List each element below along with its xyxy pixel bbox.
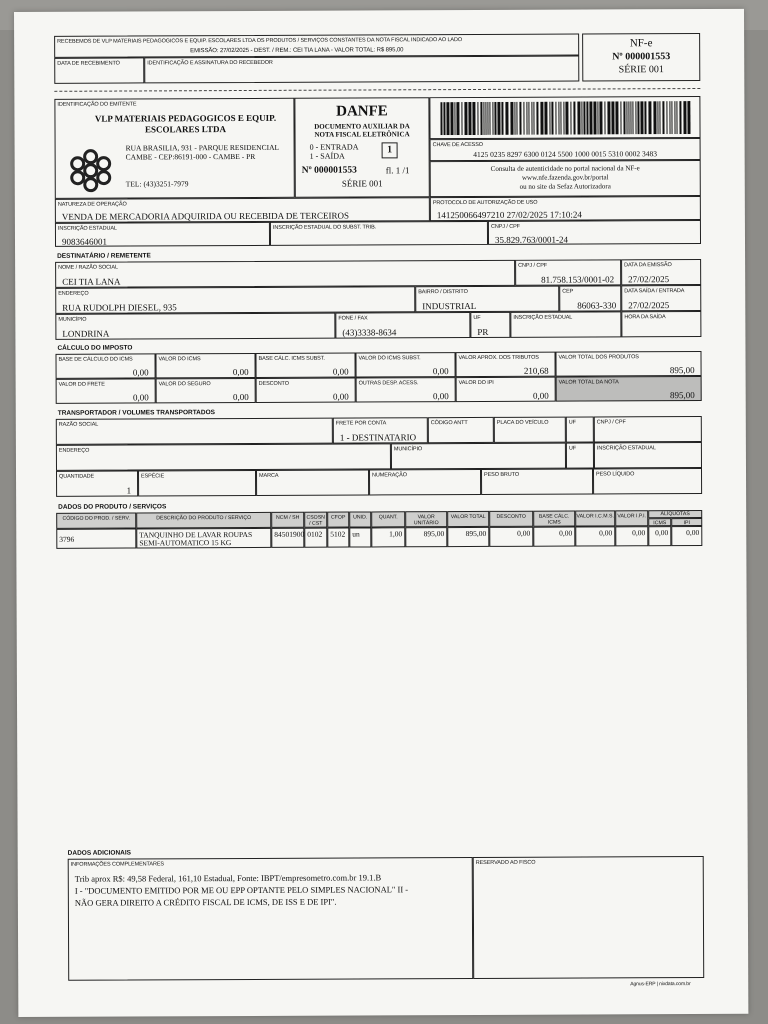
produtos-secao: DADOS DO PRODUTO / SERVIÇOS — [58, 503, 167, 511]
barcode-bar — [577, 102, 580, 135]
danfe-subtitulo: DOCUMENTO AUXILIAR DA NOTA FISCAL ELETRÔNICA — [314, 122, 410, 139]
info-linha1: Trib aprox R$: 49,58 Federal, 161,10 Estadual, Fonte: IBPT/empresometro.com.br 19.1.B — [74, 872, 382, 884]
imposto-valor: 895,00 — [669, 390, 695, 401]
barcode-bar — [464, 102, 467, 135]
barcode-bar — [626, 101, 627, 134]
imposto-label: BASE CÁLC. ICMS SUBST. — [258, 355, 325, 362]
barcode-bar — [640, 101, 643, 134]
dest-cep: 86063-330 — [577, 300, 617, 311]
barcode-bar — [558, 102, 559, 135]
emitente-label: IDENTIFICAÇÃO DO EMITENTE — [57, 101, 137, 108]
canhoto-nfe-box — [582, 33, 700, 82]
produto-cell — [489, 527, 533, 547]
imposto-label: VALOR TOTAL DA NOTA — [558, 379, 619, 386]
barcode-bar — [620, 101, 621, 134]
dest-uf-label: UF — [473, 314, 481, 321]
barcode-bar — [516, 102, 517, 135]
barcode-bar — [669, 101, 670, 134]
imposto-valor: 0,00 — [332, 366, 349, 377]
dest-endereco-label: ENDEREÇO — [58, 290, 89, 297]
danfe-serie: SÉRIE 001 — [341, 178, 383, 189]
produto-cell — [371, 527, 405, 547]
produto-header: QUANT. — [371, 511, 405, 527]
barcode-bar — [563, 102, 564, 135]
transp-ie-label: INSCRIÇÃO ESTADUAL — [596, 445, 656, 452]
produto-cell — [533, 527, 575, 547]
consulta-box — [430, 160, 701, 197]
barcode-bar — [440, 102, 442, 135]
dest-nome-label: NOME / RAZÃO SOCIAL — [58, 264, 118, 271]
barcode-bar — [485, 102, 486, 135]
dest-municipio: LONDRINA — [62, 328, 110, 339]
produto-header: ICMS — [648, 518, 671, 526]
imposto-label: VALOR APROX. DOS TRIBUTOS — [458, 354, 539, 362]
barcode-bar — [607, 101, 610, 134]
barcode-bar — [597, 101, 598, 134]
natureza-label: NATUREZA DE OPERAÇÃO — [57, 201, 127, 208]
produto-cell — [447, 527, 489, 547]
transp-placa-box — [494, 417, 566, 443]
barcode-bar — [468, 102, 471, 135]
barcode-bar — [494, 102, 496, 135]
ie-valor: 9083646001 — [61, 236, 108, 247]
transp-antt-label: CÓDIGO ANTT — [430, 420, 468, 427]
barcode-bar — [526, 102, 527, 135]
imposto-cell — [55, 353, 155, 378]
info-complementares-box — [68, 857, 474, 981]
imposto-label: VALOR DO IPI — [458, 379, 494, 387]
produto-valor: 0,00 — [655, 528, 669, 538]
barcode-bar — [461, 102, 462, 135]
imposto-label: VALOR DO ICMS SUBST. — [358, 355, 421, 362]
produto-valor: 0,00 — [517, 528, 531, 538]
barcode-bar — [630, 101, 631, 134]
chave-label: CHAVE DE ACESSO — [432, 141, 483, 149]
info-linha2: I - "DOCUMENTO EMITIDO POR ME OU EPP OPTANTE PELO SIMPLES NACIONAL" II - — [74, 884, 409, 896]
dest-hora-label: HORA DA SAÍDA — [624, 314, 666, 321]
barcode-bar — [586, 101, 588, 134]
barcode-bar — [635, 101, 636, 134]
produto-header: DESCRIÇÃO DO PRODUTO / SERVIÇO — [136, 512, 271, 529]
produto-valor: 5102 — [330, 529, 346, 539]
barcode-bar — [514, 102, 515, 135]
imposto-valor: 0,00 — [132, 392, 149, 403]
barcode-bar — [560, 102, 561, 135]
transp-peso-bruto-box — [481, 468, 593, 494]
produto-header: VALOR UNITÁRIO — [405, 511, 447, 527]
emitente-telefone: TEL: (43)3251-7979 — [125, 179, 189, 189]
dest-endereco-box — [55, 286, 415, 314]
barcode-bar — [523, 102, 524, 135]
danfe-tipo: 1 — [382, 142, 398, 158]
canhoto-serie: SÉRIE 001 — [618, 64, 664, 76]
produto-header: NCM / SH — [271, 512, 304, 528]
imposto-cell — [355, 352, 455, 377]
transp-quantidade-label: QUANTIDADE — [59, 473, 95, 480]
barcode-bar — [443, 102, 445, 135]
dest-fone-box — [335, 312, 470, 339]
produto-valor: 0,00 — [632, 528, 646, 538]
barcode-bar — [653, 101, 656, 134]
barcode-bar — [671, 101, 672, 134]
produto-header: BASE CÁLC. ICMS — [533, 511, 575, 527]
dest-municipio-box — [55, 313, 335, 340]
barcode-bar — [533, 102, 534, 135]
chave-valor: 4125 0235 8297 6300 0124 5500 1000 0015 5310 0002 3483 — [473, 149, 658, 159]
produto-valor: 895,00 — [423, 529, 445, 539]
dest-emissao: 27/02/2025 — [628, 274, 670, 285]
produto-cell — [349, 527, 371, 547]
barcode-bar — [659, 101, 660, 134]
dest-bairro: INDUSTRIAL — [422, 300, 477, 312]
produto-valor: 0,00 — [686, 528, 700, 538]
barcode-bar — [489, 102, 490, 135]
reservado-fisco-label: RESERVADO AO FISCO — [475, 859, 536, 866]
produto-cell — [671, 526, 702, 546]
transp-quantidade-box — [56, 470, 138, 496]
produto-header: DESCONTO — [489, 511, 533, 527]
produto-header: VALOR I.P.I. — [615, 510, 648, 526]
imposto-valor: 0,00 — [232, 391, 249, 403]
transp-uf-label: UF — [568, 419, 576, 426]
dest-saida: 27/02/2025 — [628, 300, 670, 311]
transp-numeracao-box — [369, 469, 481, 495]
barcode-bar — [683, 101, 686, 134]
transp-peso-bruto-label: PESO BRUTO — [484, 471, 520, 478]
dest-saida-label: DATA SAÍDA / ENTRADA — [624, 288, 685, 295]
imposto-label: BASE DE CÁLCULO DO ICMS — [58, 356, 133, 363]
dest-nome-box — [55, 260, 515, 288]
cnpj-emitente-label: CNPJ / CPF — [490, 223, 520, 230]
barcode-bar — [505, 102, 508, 135]
destinatario-secao: DESTINATÁRIO / REMETENTE — [57, 252, 151, 260]
adicionais-secao: DADOS ADICIONAIS — [67, 849, 132, 857]
transp-quantidade: 1 — [126, 485, 132, 496]
transp-cnpj-label: CNPJ / CPF — [596, 419, 626, 426]
dest-cep-box — [559, 285, 621, 311]
barcode-bar — [676, 101, 677, 134]
info-linha3: NÃO GERA DIREITO A CRÉDITO FISCAL DE ICMS, DE ISS E DE IPI". — [74, 896, 337, 908]
rodape: Agnus-ERP | nixdata.com.br — [630, 981, 691, 988]
transp-peso-liquido-label: PESO LÍQUIDO — [596, 471, 635, 478]
ie-st-label: INSCRIÇÃO ESTADUAL DO SUBST. TRIB. — [272, 224, 377, 231]
produto-valor: 0,00 — [599, 528, 613, 538]
imposto-cell — [255, 353, 355, 378]
barcode-bar — [589, 101, 592, 134]
barcode-bar — [657, 101, 658, 134]
danfe-saida: 1 - SAÍDA — [309, 151, 345, 161]
imposto-valor: 0,00 — [232, 366, 249, 378]
barcode-bar — [456, 102, 459, 135]
natureza-valor: VENDA DE MERCADORIA ADQUIRIDA OU RECEBIDA DE TERCEIROS — [61, 210, 350, 222]
transp-placa-label: PLACA DO VEÍCULO — [496, 419, 549, 426]
cut-line — [54, 88, 700, 92]
imposto-label: VALOR TOTAL DOS PRODUTOS — [558, 354, 639, 361]
produto-header: VALOR I.C.M.S. — [575, 510, 615, 526]
barcode-bar — [497, 102, 500, 135]
produto-cell — [56, 528, 136, 548]
canhoto-numero: Nº 000001553 — [612, 51, 671, 63]
produto-header: UNID. — [349, 511, 371, 527]
produto-valor: TANQUINHO DE LAVAR ROUPAS — [139, 529, 253, 540]
emitente-logo — [66, 148, 116, 194]
barcode-bar — [492, 102, 493, 135]
produto-cell — [327, 528, 349, 548]
imposto-label: VALOR DO FRETE — [58, 381, 105, 388]
barcode-bar — [454, 102, 455, 135]
barcode-box — [429, 96, 700, 139]
transp-especie-label: ESPÉCIE — [141, 473, 165, 480]
consulta-linha1: Consulta de autenticidade no portal nacional da NF-e — [490, 164, 640, 173]
barcode-bar — [540, 102, 543, 135]
transp-especie-box — [138, 470, 256, 497]
produto-valor: un — [352, 529, 360, 539]
canhoto-texto: RECEBEMOS DE VLP MATERIAIS PEDAGOGICOS E EQUIP. ESCOLARES LTDA OS PRODUTOS / SERVIÇOS CONSTANTES DA NOTA FISCAL INDICADO AO LADO — [57, 37, 463, 45]
canhoto-nfe: NF-e — [629, 37, 653, 50]
dest-ie-box — [510, 311, 621, 337]
barcode-bar — [450, 102, 453, 135]
barcode-bar — [648, 101, 651, 134]
imposto-cell — [155, 353, 255, 378]
produto-cell — [405, 527, 447, 547]
produto-valor: 3796 — [59, 534, 75, 544]
transp-peso-liquido-box — [593, 468, 702, 494]
transp-ie-box — [594, 442, 702, 468]
imposto-cell — [256, 378, 356, 403]
danfe-titulo: DANFE — [336, 103, 388, 120]
produto-valor: 84501900 — [274, 529, 305, 539]
barcode-bar — [531, 102, 532, 135]
transp-marca-box — [256, 469, 369, 495]
transportador-secao: TRANSPORTADOR / VOLUMES TRANSPORTADOS — [57, 409, 215, 417]
dest-cnpj: 81.758.153/0001-02 — [541, 274, 615, 285]
produto-descricao-linha2: SEMI-AUTOMATICO 15 KG — [139, 538, 232, 548]
dest-fone: (43)3338-8634 — [342, 327, 397, 338]
barcode-bar — [644, 101, 646, 134]
barcode-bar — [674, 101, 675, 134]
produto-valor: 0,00 — [559, 528, 573, 538]
barcode-bar — [599, 101, 602, 134]
transp-uf-box — [566, 416, 594, 442]
dest-bairro-box — [415, 286, 559, 313]
dest-cnpj-box — [515, 259, 621, 285]
data-recebimento-box — [54, 57, 144, 83]
natureza-box — [55, 197, 430, 223]
barcode-bar — [593, 101, 596, 134]
transp-cnpj-box — [594, 416, 702, 442]
imposto-valor: 895,00 — [669, 365, 695, 376]
barcode-bar — [565, 102, 568, 135]
dest-nome: CEI TIA LANA — [62, 276, 121, 287]
dest-endereco: RUA RUDOLPH DIESEL, 935 — [62, 302, 177, 313]
emitente-nome: VLP MATERIAIS PEDAGOGICOS E EQUIP. ESCOLARES LTDA — [94, 112, 277, 135]
transp-municipio-box — [391, 443, 566, 470]
barcode-bar — [544, 102, 547, 135]
dest-ie-label: INSCRIÇÃO ESTADUAL — [513, 314, 573, 321]
protocolo-label: PROTOCOLO DE AUTORIZAÇÃO DE USO — [432, 199, 538, 207]
dest-uf-box — [470, 312, 510, 338]
barcode-bar — [623, 101, 625, 134]
transp-municipio-label: MUNICÍPIO — [393, 446, 423, 453]
produto-cell — [304, 528, 327, 548]
barcode-bar — [666, 101, 667, 134]
cnpj-emitente-box — [488, 220, 701, 245]
danfe-box — [294, 97, 429, 198]
barcode-bar — [555, 102, 556, 135]
produto-header: CÓDIGO DO PROD. / SERV. — [56, 512, 136, 528]
imposto-label: VALOR DO ICMS — [158, 356, 201, 363]
barcode-bar — [662, 101, 664, 134]
protocolo-box — [430, 196, 701, 221]
imposto-cell — [56, 378, 156, 403]
barcode-bar — [604, 101, 605, 134]
produto-cell — [136, 528, 271, 549]
consulta-linha3: ou no site da Sefaz Autorizadora — [519, 182, 611, 191]
produto-cell — [615, 526, 648, 546]
barcode — [440, 101, 690, 135]
barcode-bar — [583, 102, 585, 135]
canhoto-box — [54, 34, 579, 58]
produto-header: CFOP — [327, 512, 349, 528]
dest-bairro-label: BAIRRO / DISTRITO — [418, 289, 468, 296]
dest-emissao-label: DATA DA EMISSÃO — [624, 262, 672, 269]
transp-endereco-box — [56, 443, 391, 470]
imposto-valor: 210,68 — [523, 365, 549, 376]
danfe-numero: Nº 000001553 — [301, 165, 357, 176]
emitente-box — [54, 98, 294, 199]
barcode-bar — [528, 102, 529, 135]
emitente-endereco: RUA BRASILIA, 931 - PARQUE RESIDENCIAL CAMBE - CEP:86191-000 - CAMBE - PR — [125, 142, 279, 162]
dest-cnpj-label: CNPJ / CPF — [518, 262, 548, 269]
barcode-bar — [573, 102, 575, 135]
barcode-bar — [536, 102, 538, 135]
cnpj-emitente-valor: 35.829.763/0001-24 — [494, 234, 569, 245]
imposto-cell — [455, 352, 555, 377]
imposto-label: OUTRAS DESP. ACESS. — [358, 380, 419, 387]
barcode-bar — [687, 101, 690, 134]
produto-cell — [648, 526, 671, 546]
imposto-valor: 0,00 — [132, 367, 149, 378]
transp-uf2-label: UF — [568, 445, 577, 452]
imposto-label: VALOR DO SEGURO — [158, 381, 211, 388]
dest-uf: PR — [477, 326, 489, 337]
danfe-folha: fl. 1 /1 — [385, 165, 410, 176]
chave-box — [430, 138, 701, 161]
imposto-valor: 0,00 — [432, 366, 449, 377]
produto-cell — [575, 526, 615, 546]
transp-antt-box — [428, 417, 494, 443]
produto-header: VALOR TOTAL — [447, 511, 489, 527]
transp-frete: 1 - DESTINATARIO — [339, 432, 417, 443]
identificacao-recebedor-label: IDENTIFICAÇÃO E ASSINATURA DO RECEBEDOR — [147, 59, 273, 67]
protocolo-valor: 141250066497210 27/02/2025 17:10:24 — [436, 209, 582, 221]
imposto-label: DESCONTO — [258, 380, 289, 387]
dest-fone-label: FONE / FAX — [338, 315, 368, 322]
produto-valor: 1,00 — [389, 529, 403, 539]
reservado-fisco-box — [473, 856, 705, 979]
imposto-grid — [55, 351, 701, 404]
imposto-cell — [156, 378, 256, 403]
barcode-bar — [519, 102, 521, 135]
danfe-document — [14, 9, 748, 1017]
barcode-bar — [472, 102, 475, 135]
barcode-bar — [549, 102, 550, 135]
barcode-bar — [581, 102, 582, 135]
transp-marca-label: MARCA — [259, 472, 279, 479]
barcode-bar — [477, 102, 478, 135]
produto-header: IPI — [671, 518, 702, 526]
barcode-bar — [551, 102, 553, 135]
barcode-bar — [637, 101, 639, 134]
dest-cep-label: CEP — [562, 288, 574, 295]
ie-label: INSCRIÇÃO ESTADUAL — [57, 225, 117, 232]
dest-hora-box — [621, 311, 701, 337]
imposto-cell — [555, 351, 701, 377]
dest-emissao-box — [621, 259, 701, 285]
barcode-bar — [679, 101, 681, 134]
produto-header: CSOSN / CST — [304, 512, 327, 528]
barcode-bar — [483, 102, 484, 135]
barcode-bar — [501, 102, 503, 135]
transp-endereco-label: ENDEREÇO — [58, 447, 90, 454]
produto-cell — [271, 528, 304, 548]
barcode-bar — [615, 101, 618, 134]
transp-razao-box — [56, 418, 333, 445]
barcode-bar — [628, 101, 629, 134]
dest-saida-box — [621, 285, 701, 311]
produto-valor: 895,00 — [465, 528, 487, 539]
imposto-secao: CÁLCULO DO IMPOSTO — [57, 344, 133, 352]
imposto-cell — [456, 377, 556, 402]
ie-box — [55, 222, 270, 247]
imposto-cell — [356, 377, 456, 402]
barcode-bar — [570, 102, 571, 135]
transp-uf2-box — [566, 442, 594, 468]
canhoto-linha2: EMISSÃO: 27/02/2025 - DEST. / REM.: CEI TIA LANA - VALOR TOTAL: R$ 895,00 — [190, 47, 404, 55]
barcode-bar — [480, 102, 482, 135]
imposto-valor: 0,00 — [532, 390, 549, 401]
consulta-linha2: www.nfe.fazenda.gov.br/portal — [521, 173, 609, 182]
produto-valor: 0102 — [307, 529, 323, 539]
imposto-cell — [556, 376, 702, 402]
transp-frete-box — [333, 417, 428, 443]
identificacao-recebedor-box — [144, 56, 579, 84]
imposto-valor: 0,00 — [332, 391, 349, 402]
aliquotas-header: ALÍQUOTAS — [648, 510, 702, 518]
imposto-valor: 0,00 — [432, 391, 449, 402]
barcode-bar — [611, 101, 614, 134]
barcode-bar — [510, 102, 513, 135]
barcode-bar — [632, 101, 633, 134]
data-recebimento-label: DATA DE RECEBIMENTO — [57, 60, 120, 67]
transp-numeracao-label: NUMERAÇÃO — [372, 472, 407, 479]
ie-st-box — [270, 221, 488, 246]
barcode-bar — [446, 102, 449, 135]
barcode-bar — [487, 102, 488, 135]
info-complementares-label: INFORMAÇÕES COMPLEMENTARES — [70, 861, 164, 868]
danfe-entrada: 0 - ENTRADA — [309, 142, 359, 152]
dest-municipio-label: MUNICÍPIO — [58, 316, 87, 323]
produtos-table — [56, 510, 702, 549]
transp-frete-label: FRETE POR CONTA — [335, 420, 387, 427]
transp-razao-label: RAZÃO SOCIAL — [58, 421, 99, 428]
